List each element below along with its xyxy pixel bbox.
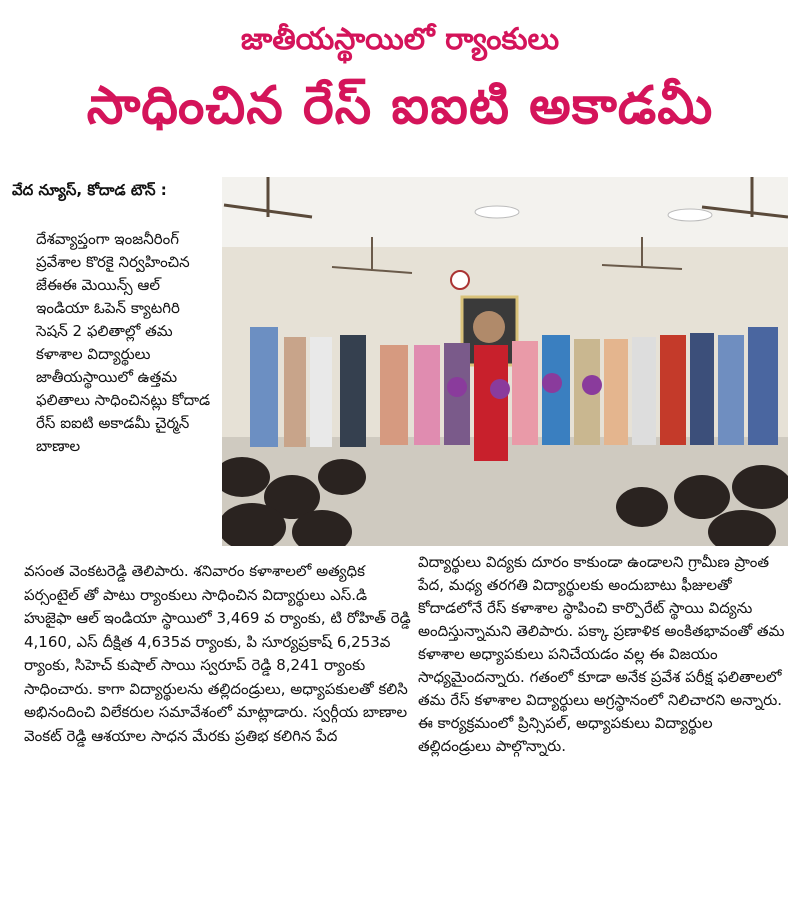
dateline: వేద న్యూస్, కోదాడ టౌన్ :: [12, 181, 167, 199]
kicker-headline: జాతీయస్థాయిలో ర్యాంకులు: [240, 22, 560, 57]
main-headline: సాధించిన రేస్ ఐఐటి అకాడమీ: [86, 76, 714, 136]
article-column-left: [24, 228, 216, 458]
article-column-bottom-left: [24, 560, 412, 748]
group-of-students: [250, 327, 778, 461]
article-paragraph-2: వసంత వెంకటరెడ్డి తెలిపారు. శనివారం కళాశాలలో అత్యధిక పర్సంటైల్ తో పాటు ర్యాంకులు సాధించిన విద్యార్థులు ఎస్.డి హుజైఫా ఆల్ ఇండియా స్థాయిలో 3,469 వ ర్యాంకు, టి రోహిత్ రెడ్డి 4,160, ఎస్ దీక్షిత 4,635వ ర్యాంకు, పి సూర్యప్రకాష్ 6,253వ ర్యాంకు, సిహెచ్ కుషాల్ సాయి స్వరూప్ రెడ్డి 8,241 ర్యాంకు సాధించారు. కాగా విద్యార్థులను తల్లిదండ్రులు, అధ్యాపకులతో కలిసి అభినందించి విలేకరుల సమావేశంలో మాట్లాడారు. స్వర్గీయ బాణాల వెంకట్ రెడ్డి ఆశయాల సాధన మేరకు ప్రతిభ కలిగిన పేద: [24, 562, 411, 745]
article-paragraph-3: విద్యార్థులు విద్యకు దూరం కాకుండా ఉండాలని గ్రామీణ ప్రాంత పేద, మధ్య తరగతి విద్యార్థులకు అందుబాటు ఫీజులతో కోదాడలోనే రేస్ కళాశాల స్థాపించి కార్పొరేట్ స్థాయి విద్యను అందిస్తున్నామని తెలిపారు. పక్కా ప్రణాళిక అంకితభావంతో తమ కళాశాల అధ్యాపకులు పనిచేయడం వల్ల ఈ విజయం సాధ్యమైందన్నారు. గతంలో కూడా అనేక ప్రవేశ పరీక్ష ఫలితాలలో తమ రేస్ కళాశాల విద్యార్థులు అగ్రస్థానంలో నిలిచారని అన్నారు. ఈ కార్యక్రమంలో ప్రిన్సిపల్, అధ్యాపకులు విద్యార్థుల తల్లిదండ్రులు పాల్గొన్నారు.: [418, 553, 785, 755]
group-photo-illustration: [222, 177, 788, 546]
clock-icon: [451, 271, 469, 289]
news-photo: [222, 177, 788, 546]
article-paragraph-1: దేశవ్యాప్తంగా ఇంజనీరింగ్ ప్రవేశాల కొరకై నిర్వహించిన జేఈఈ మెయిన్స్ ఆల్ ఇండియా ఓపెన్ క్యాటగిరి సెషన్ 2 ఫలితాల్లో తమ కళాశాల విద్యార్థులు జాతీయస్థాయిలో ఉత్తమ ఫలితాలు సాధించినట్లు కోదాడ రేస్ ఐఐటి అకాడమీ చైర్మన్ బాణాల: [36, 230, 211, 455]
article-column-bottom-right: [418, 551, 790, 758]
